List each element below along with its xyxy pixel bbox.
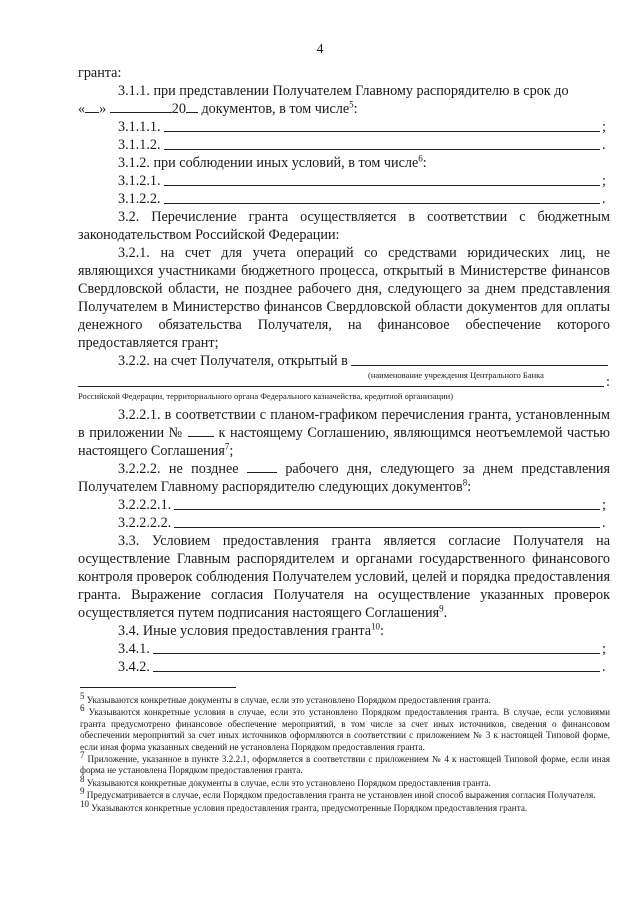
line-bank-account: : (78, 381, 610, 391)
paragraph-3-3: 3.3. Условием предоставления гранта является согласие Получателя на осуществление Главным распорядителем и органами государственного финансового контроля проверок соблюдения Получателем условий, целей и порядка предоставления гранта. Выражение согласия Получателя на осуществление указанных проверок осуществляется путем подписания настоящего Соглашения$^9$. (78, 533, 610, 621)
paragraph-3-2-2: 3.2.2. на счет Получателя, открытый в (78, 352, 610, 370)
paragraph-3-2: 3.2. Перечисление гранта осуществляется в соответствии с бюджетным законодательством Российской Федерации: (78, 209, 610, 243)
blank-field (164, 202, 600, 204)
paragraph-3-2-2-1: 3.2.2.1. в соответствии с планом-графиком перечисления гранта, установленным в приложении № к настоящему Соглашению, являющимся неотъемлемой частью настоящего Соглашения$^7$; (78, 407, 611, 459)
paragraph-3-4: 3.4. Иные условия предоставления гранта$^{10}$: (118, 621, 384, 639)
line-3-4-1: 3.4.1. ; (118, 641, 606, 657)
blank-field (164, 184, 600, 186)
footnote-separator (80, 687, 236, 688)
paragraph-3-1-2: 3.1.2. при соблюдении иных условий, в том числе$^6$: (118, 153, 427, 171)
blank-field (153, 652, 600, 654)
page-number: 4 (316, 42, 324, 57)
paragraph-3-1-1-date: « » 20 документов, в том числе$^5$: (78, 99, 358, 117)
blank-field (164, 148, 600, 150)
blank-field (174, 526, 600, 528)
line-3-2-2-2-2: 3.2.2.2.2. . (118, 515, 606, 531)
footnote-ref-6: 6 (418, 153, 423, 164)
blank-field (174, 508, 600, 510)
line-3-1-1-1: 3.1.1.1. ; (118, 119, 606, 135)
note-bank-name-continued: Российской Федерации, территориального органа Федерального казначейства, кредитной организации) (78, 391, 454, 401)
line-3-2-2-2-1: 3.2.2.2.1. ; (118, 497, 606, 513)
paragraph-3-2-1: 3.2.1. на счет для учета операций со средствами юридических лиц, не являющихся участниками бюджетного процесса, открытый в Министерстве финансов Свердловской области, не позднее рабочего дня, следующего за днем представления Получателем в Министерство финансов Свердловской области документов для оплаты денежного обязательства Получателя, на финансовое обеспечение которого предоставляется грант; (78, 245, 610, 351)
blank-field (153, 670, 600, 672)
footnote-ref-10: 10 (371, 621, 381, 632)
blank-field (164, 130, 600, 132)
blank-field (78, 386, 604, 387)
footnotes (80, 690, 611, 815)
document-body (78, 64, 610, 676)
footnote-ref-7: 7 (224, 441, 230, 452)
line-3-1-2-2: 3.1.2.2. . (118, 191, 606, 207)
blank-field (351, 365, 608, 366)
note-bank-name: (наименование учреждения Центрального Банка (368, 370, 544, 380)
line-3-4-2: 3.4.2. . (118, 659, 606, 675)
footnote-6: $^6$ Указываются конкретные условия в случае, если это установлено Порядком предоставления гранта. В случае, если условиями гранта предусмотрено финансовое обеспечение мероприятий, в том числе за счет иных источников, сведения о финансовом обеспечении мероприятий за счет иных источников оформляются в соответствии с приложением № 3 к настоящей Типовой форме, если иная форма указанных сведений не установлена Порядком предоставления гранта. (80, 703, 610, 752)
paragraph-3-2-2-2: 3.2.2.2. не позднее рабочего дня, следующего за днем представления Получателем Главному распорядителю следующих документов$^8$: (78, 461, 611, 495)
paragraph-grant-tail: гранта: (78, 65, 122, 81)
footnote-7: $^7$ Приложение, указанное в пункте 3.2.2.1, оформляется в соответствии с приложением № 4 к настоящей Типовой форме, если иная форма не установлена Порядком предоставления гранта. (80, 749, 611, 776)
footnote-9: $^9$ Предусматривается в случае, если Порядком предоставления гранта не установлен иной способ выражения согласия Получателя. (80, 786, 596, 801)
footnote-5: $^5$ Указываются конкретные документы в случае, если это установлено Порядком предоставления гранта. (80, 690, 491, 705)
line-3-1-1-2: 3.1.1.2. . (118, 137, 606, 153)
footnote-ref-8: 8 (462, 477, 468, 488)
line-3-1-2-1: 3.1.2.1. ; (118, 173, 606, 189)
footnote-10: $^{10}$ Указываются конкретные условия предоставления гранта, предусмотренные Порядком предоставления гранта. (80, 798, 528, 813)
paragraph-3-1-1: 3.1.1. при представлении Получателем Главному распорядителю в срок до (118, 83, 569, 99)
footnote-ref-9: 9 (439, 603, 444, 614)
footnote-ref-5: 5 (349, 99, 354, 110)
footnote-8: $^8$ Указываются конкретные документы в случае, если это установлено Порядком предоставления гранта. (80, 773, 491, 788)
